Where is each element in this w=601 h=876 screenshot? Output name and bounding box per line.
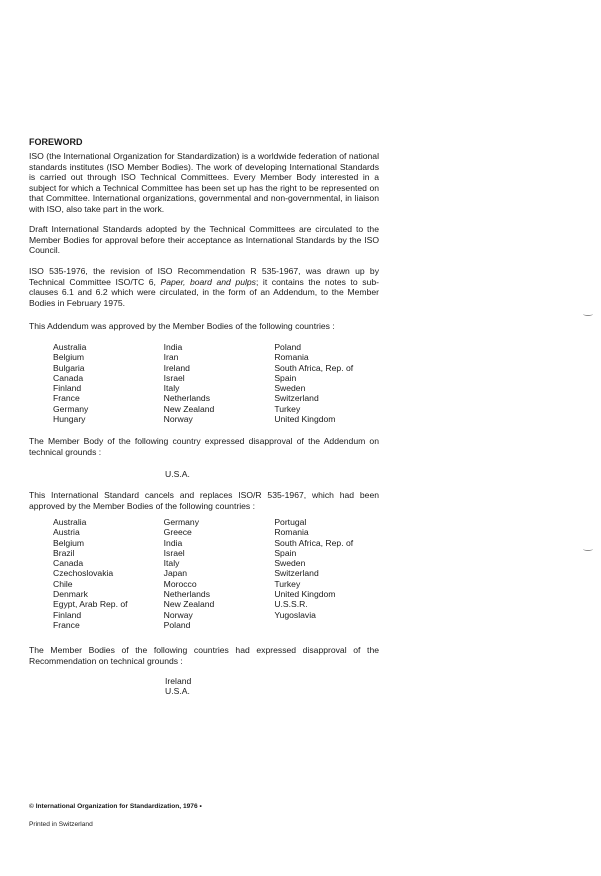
country: South Africa, Rep. of — [274, 537, 354, 548]
country: Finland — [53, 383, 82, 394]
addendum-disapproving-countries — [165, 469, 190, 479]
country: Italy — [163, 558, 180, 569]
country: U.S.A. — [165, 686, 190, 697]
country-column — [274, 342, 383, 424]
country: Portugal — [274, 517, 307, 527]
country: Chile — [53, 578, 73, 589]
country: Turkey — [274, 403, 301, 414]
recommendation-disapproval-text: The Member Bodies of the following countries had expressed disapproval of the Recommendation on technical grounds : — [29, 645, 379, 666]
country: Germany — [163, 517, 199, 527]
country: Ireland — [163, 362, 190, 373]
country: Belgium — [53, 352, 85, 363]
recommendation-intro: This International Standard cancels and replaces ISO/R 535-1967, which had been approved by the Member Bodies of the following countries : — [29, 490, 379, 511]
paragraph-revision — [29, 266, 379, 308]
revision-text-cont: sub-clauses 6.1 and 6.2 which were circulated, in the form of an Addendum, to the Member Bodies in February 1975. — [29, 276, 380, 308]
country: Egypt, Arab Rep. of — [53, 599, 128, 610]
country: Japan — [163, 568, 188, 579]
country: Germany — [53, 403, 89, 414]
recommendation-disapproving-countries — [165, 676, 191, 697]
country: Israel — [163, 547, 185, 558]
country: Canada — [53, 558, 84, 569]
country: Ireland — [165, 676, 192, 686]
country: Brazil — [53, 547, 75, 558]
country: Spain — [274, 372, 297, 383]
country: Czechoslovakia — [53, 568, 114, 579]
committee-title: Paper, board and pulps — [160, 276, 256, 287]
country: Austria — [53, 527, 80, 538]
country: New Zealand — [163, 403, 215, 414]
country: India — [163, 537, 183, 548]
country: France — [53, 619, 80, 630]
country: Switzerland — [274, 393, 319, 404]
country: Netherlands — [163, 589, 210, 600]
country: Hungary — [53, 414, 86, 425]
country: Australia — [53, 342, 87, 352]
country: South Africa, Rep. of — [274, 362, 354, 373]
country: Denmark — [53, 589, 88, 600]
margin-mark — [583, 312, 593, 316]
revision-text-after: ; it contains the notes to — [255, 276, 358, 287]
country: Spain — [274, 547, 297, 558]
addendum-country-list — [53, 342, 383, 424]
country: Australia — [53, 517, 87, 527]
country: Norway — [163, 414, 193, 425]
country: Poland — [274, 342, 302, 352]
country: United Kingdom — [274, 589, 336, 600]
country: New Zealand — [163, 599, 215, 610]
paragraph-draft-standards: Draft International Standards adopted by the Technical Committees are circulated to the Member Bodies for approval before their acceptance as International Standards by the ISO Council. — [29, 224, 379, 255]
country: Italy — [163, 383, 180, 394]
country: Sweden — [274, 383, 306, 394]
country-column — [164, 517, 275, 630]
foreword-heading: FOREWORD — [29, 137, 83, 147]
country: Switzerland — [274, 568, 319, 579]
country: Israel — [163, 372, 185, 383]
country: Canada — [53, 372, 84, 383]
addendum-intro: This Addendum was approved by the Member Bodies of the following countries : — [29, 321, 335, 331]
country: Romania — [274, 527, 309, 538]
margin-mark — [583, 547, 593, 551]
country: Poland — [163, 619, 191, 630]
country-column — [274, 517, 383, 630]
country-column — [53, 342, 164, 424]
country: Belgium — [53, 537, 85, 548]
country: Turkey — [274, 578, 301, 589]
country: Norway — [163, 609, 193, 620]
country-column — [164, 342, 275, 424]
country: Finland — [53, 609, 82, 620]
recommendation-country-list — [53, 517, 383, 630]
country: France — [53, 393, 80, 404]
printed-in: Printed in Switzerland — [29, 821, 93, 828]
country: Morocco — [163, 578, 197, 589]
addendum-disapproval-text: The Member Body of the following country expressed disapproval of the Addendum on technical grounds : — [29, 436, 379, 457]
paragraph-iso-intro: ISO (the International Organization for Standardization) is a worldwide federation of national standards institutes (ISO Member Bodies). The work of developing International Standards is carried out through ISO Technical Committees. Every Member Body interested in a subject for which a Technical Committee has been set up has the right to be represented on that Committee. International organizations, governmental and non-governmental, in liaison with ISO, also take part in the work. — [29, 151, 379, 214]
country: Bulgaria — [53, 362, 85, 373]
country: U.S.A. — [165, 469, 190, 479]
revision-text: ISO 535-1976, the revision of ISO Recommendation R 535-1967, was drawn up by Technical Committee ISO/TC 6, — [29, 266, 379, 287]
country: Netherlands — [163, 393, 210, 404]
country: Iran — [163, 352, 179, 363]
country-column — [53, 517, 164, 630]
copyright-notice: © International Organization for Standardization, 1976 • — [29, 803, 202, 810]
country: Yugoslavia — [274, 609, 316, 620]
country: U.S.S.R. — [274, 599, 308, 610]
country: Sweden — [274, 558, 306, 569]
country: Greece — [163, 527, 192, 538]
country: United Kingdom — [274, 414, 336, 425]
country: India — [163, 342, 183, 352]
country: Romania — [274, 352, 309, 363]
